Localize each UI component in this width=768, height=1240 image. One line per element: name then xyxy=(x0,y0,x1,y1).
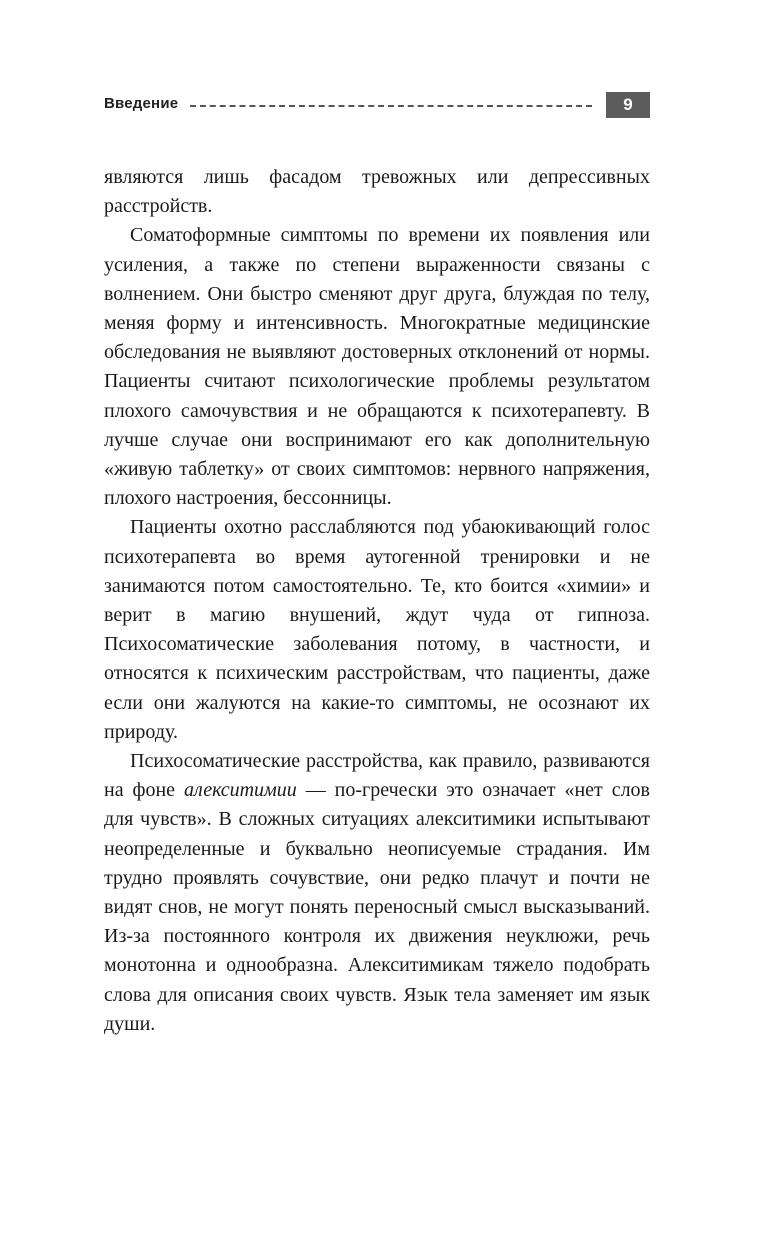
paragraph-alexithymia-rest: — по-гречески это означает «нет слов для чувств». В сложных ситуациях алекситимики испытывают неопределенные и буквально неописуемые страдания. Им трудно проявлять сочувствие, они редко плачут и почти не видят снов, не могут понять переносный смысл высказываний. Из-за постоянного контроля их движения неуклюжи, речь монотонна и однообразна. Алекситимикам тяжело подобрать слова для описания своих чувств. Язык тела заменяет им язык души. xyxy=(104,779,650,1035)
paragraph-alexithymia-start: Психосоматические расстройства, как правило, развиваются на фоне xyxy=(104,750,650,802)
page-number-badge: 9 xyxy=(606,92,650,118)
paragraph-continuation: являются лишь фасадом тревожных или депрессивных расстройств. xyxy=(104,166,650,218)
paragraph-alexithymia xyxy=(104,747,650,1039)
dashed-rule xyxy=(190,105,592,107)
term-alexithymia: алекситимии xyxy=(184,779,297,802)
paragraph-patients: Пациенты охотно расслабляются под убаюкивающий голос психотерапевта во время аутогенной тренировки и не занимаются потом самостоятельно. Те, кто боится «химии» и верит в магию внушений, ждут чуда от гипноза. Психосоматические заболевания потому, в частности, и относятся к психическим расстройствам, что пациенты, даже если они жалуются на какие-то симптомы, не осознают их природу. xyxy=(104,516,650,743)
body-text xyxy=(104,163,650,1039)
paragraph-somatoform: Соматоформные симптомы по времени их появления или усиления, а также по степени выраженности связаны с волнением. Они быстро сменяют друг друга, блуждая по телу, меняя форму и интенсивность. Многократные медицинские обследования не выявляют достоверных отклонений от нормы. Пациенты считают психологические проблемы результатом плохого самочувствия и не обращаются к психотерапевту. В лучше случае они воспринимают его как дополнительную «живую таблетку» от своих симптомов: нервного напряжения, плохого настроения, бессонницы. xyxy=(104,224,650,510)
section-title: Введение xyxy=(104,95,179,112)
running-header xyxy=(104,92,650,118)
